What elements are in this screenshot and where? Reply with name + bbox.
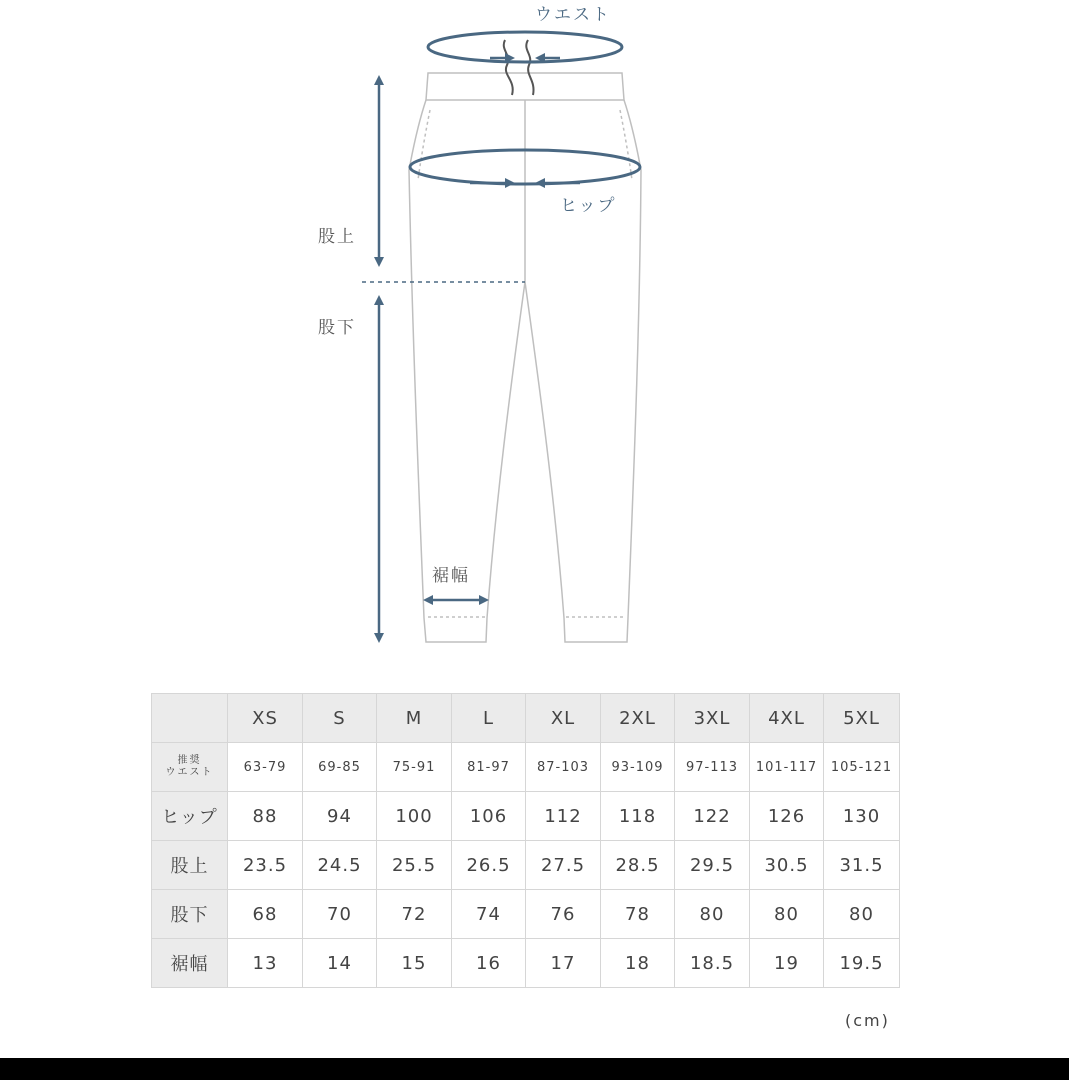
table-cell: 30.5: [750, 841, 824, 890]
table-cell: 23.5: [228, 841, 303, 890]
table-cell: 93-109: [601, 743, 675, 792]
table-cell: 105-121: [824, 743, 900, 792]
table-row-hip: [152, 792, 900, 841]
size-header: XS: [228, 694, 303, 743]
unit-note: (cm): [845, 1011, 890, 1030]
size-header: M: [377, 694, 452, 743]
table-cell: 80: [824, 890, 900, 939]
table-cell: 76: [526, 890, 601, 939]
size-header: 2XL: [601, 694, 675, 743]
waist-label-bottom: ウエスト: [165, 767, 214, 778]
table-row-waist: [152, 743, 900, 792]
table-cell: 27.5: [526, 841, 601, 890]
table-cell: 63-79: [228, 743, 303, 792]
row-header-waist: [152, 743, 228, 792]
table-row-hem-width: [152, 939, 900, 988]
table-cell: 68: [228, 890, 303, 939]
hip-label: ヒップ: [560, 196, 617, 216]
table-cell: 16: [452, 939, 526, 988]
pants-outline: [409, 73, 641, 642]
inseam-label: 股下: [318, 318, 356, 338]
table-cell: 80: [750, 890, 824, 939]
waist-measure: [428, 32, 622, 62]
size-table: [151, 693, 900, 988]
table-cell: 130: [824, 792, 900, 841]
table-cell: 81-97: [452, 743, 526, 792]
table-cell: 75-91: [377, 743, 452, 792]
table-cell: 78: [601, 890, 675, 939]
row-header-hip: ヒップ: [152, 792, 228, 841]
table-cell: 17: [526, 939, 601, 988]
table-cell: 31.5: [824, 841, 900, 890]
table-cell: 18: [601, 939, 675, 988]
table-cell: 70: [303, 890, 377, 939]
size-header: 3XL: [675, 694, 750, 743]
row-header-rise: 股上: [152, 841, 228, 890]
table-cell: 29.5: [675, 841, 750, 890]
size-header: 4XL: [750, 694, 824, 743]
table-cell: 106: [452, 792, 526, 841]
table-cell: 126: [750, 792, 824, 841]
table-cell: 87-103: [526, 743, 601, 792]
table-cell: 88: [228, 792, 303, 841]
size-header: S: [303, 694, 377, 743]
rise-label: 股上: [318, 227, 356, 247]
table-cell: 13: [228, 939, 303, 988]
table-cell: 25.5: [377, 841, 452, 890]
table-row-rise: [152, 841, 900, 890]
size-header: L: [452, 694, 526, 743]
waist-label: ウエスト: [535, 5, 611, 25]
table-cell: 18.5: [675, 939, 750, 988]
table-cell: 14: [303, 939, 377, 988]
waist-label-top: 推奨: [177, 754, 202, 766]
table-row-inseam: [152, 890, 900, 939]
size-header-row: [152, 694, 900, 743]
drawstring: [504, 40, 534, 95]
table-cell: 24.5: [303, 841, 377, 890]
table-cell: 118: [601, 792, 675, 841]
table-cell: 72: [377, 890, 452, 939]
table-cell: 69-85: [303, 743, 377, 792]
hem-width-label: 裾幅: [432, 566, 470, 586]
table-cell: 19: [750, 939, 824, 988]
table-cell: 28.5: [601, 841, 675, 890]
table-cell: 100: [377, 792, 452, 841]
row-header-hem-width: 裾幅: [152, 939, 228, 988]
table-cell: 19.5: [824, 939, 900, 988]
table-cell: 15: [377, 939, 452, 988]
table-cell: 97-113: [675, 743, 750, 792]
size-header: 5XL: [824, 694, 900, 743]
bottom-bar: [0, 1058, 1069, 1080]
table-cell: 112: [526, 792, 601, 841]
table-cell: 122: [675, 792, 750, 841]
size-header: XL: [526, 694, 601, 743]
table-cell: 74: [452, 890, 526, 939]
row-header-inseam: 股下: [152, 890, 228, 939]
table-cell: 26.5: [452, 841, 526, 890]
table-corner: [152, 694, 228, 743]
table-cell: 94: [303, 792, 377, 841]
table-cell: 80: [675, 890, 750, 939]
table-cell: 101-117: [750, 743, 824, 792]
